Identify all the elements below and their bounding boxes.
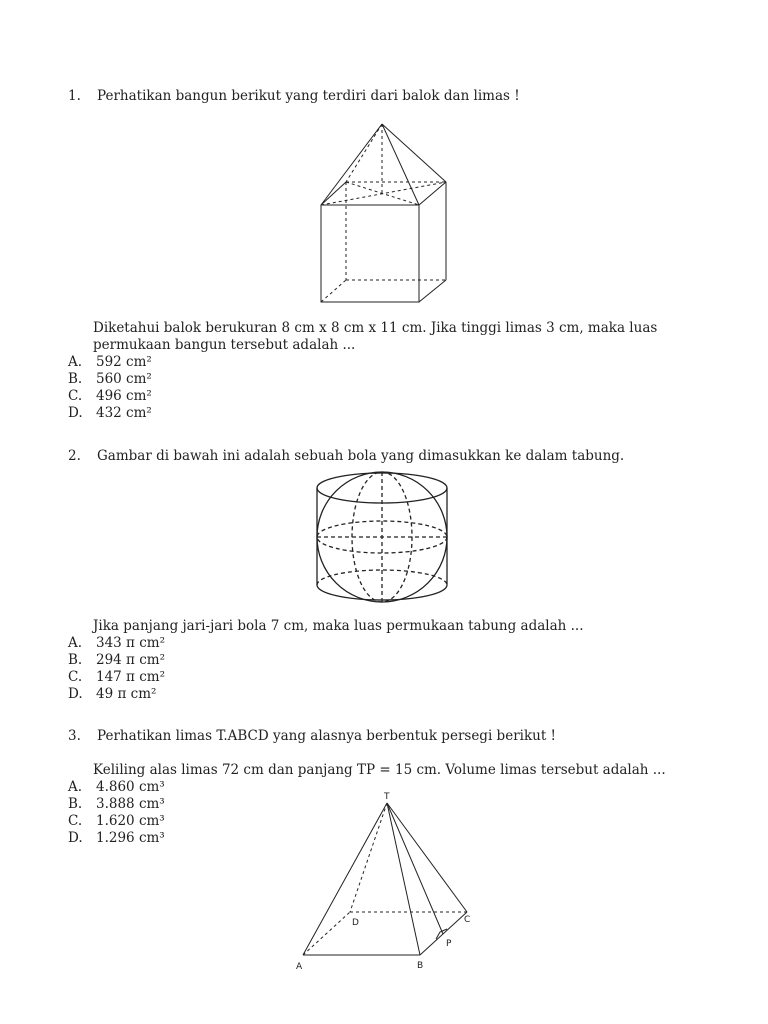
q3-option-text: 3.888 cm³ bbox=[96, 796, 165, 812]
q2-stem-line1: Jika panjang jari-jari bola 7 cm, maka luas permukaan tabung adalah ... bbox=[93, 618, 584, 634]
q1-option-letter: A. bbox=[68, 354, 83, 370]
base-edge-bc bbox=[420, 912, 467, 955]
hidden-pyramid-edge-bl bbox=[346, 124, 382, 182]
q3-pyramid-figure bbox=[290, 786, 480, 976]
q2-option-letter: C. bbox=[68, 669, 83, 685]
q1-stem-line2: permukaan bangun tersebut adalah ... bbox=[93, 337, 356, 353]
q2-option-letter: D. bbox=[68, 686, 83, 702]
q2-option-letter: A. bbox=[68, 635, 83, 651]
q1-option-letter: C. bbox=[68, 388, 83, 404]
q1-prism-pyramid-figure bbox=[300, 118, 460, 308]
label-p: P bbox=[446, 939, 452, 949]
q1-option-letter: B. bbox=[68, 371, 83, 387]
q1-option-text: 496 cm² bbox=[96, 388, 152, 404]
box-top-left bbox=[321, 182, 346, 205]
q3-option-letter: D. bbox=[68, 830, 83, 846]
hidden-edge-td bbox=[350, 803, 387, 912]
pyramid-edge-br bbox=[382, 124, 446, 182]
hidden-diag-1 bbox=[321, 182, 446, 205]
label-t: T bbox=[384, 792, 390, 802]
q3-option-letter: B. bbox=[68, 796, 83, 812]
hidden-base-ad bbox=[303, 912, 350, 955]
box-top-right bbox=[419, 182, 446, 205]
q2-sphere-in-cylinder-figure bbox=[305, 470, 455, 605]
q1-prompt: Perhatikan bangun berikut yang terdiri dari balok dan limas ! bbox=[97, 88, 520, 104]
pyramid-edge-fl bbox=[321, 124, 382, 205]
q1-option-text: 592 cm² bbox=[96, 354, 152, 370]
hidden-bottom-left bbox=[321, 280, 346, 302]
q2-prompt: Gambar di bawah ini adalah sebuah bola yang dimasukkan ke dalam tabung. bbox=[97, 448, 625, 464]
q3-option-letter: A. bbox=[68, 779, 83, 795]
q1-option-text: 560 cm² bbox=[96, 371, 152, 387]
box-bottom-right bbox=[419, 280, 446, 302]
q3-option-letter: C. bbox=[68, 813, 83, 829]
q2-option-text: 294 π cm² bbox=[96, 652, 165, 668]
q2-option-letter: B. bbox=[68, 652, 83, 668]
q2-number: 2. bbox=[68, 448, 81, 464]
q2-option-text: 49 π cm² bbox=[96, 686, 157, 702]
q1-option-text: 432 cm² bbox=[96, 405, 152, 421]
box-front-face bbox=[321, 205, 419, 302]
q3-stem-line1: Keliling alas limas 72 cm dan panjang TP = 15 cm. Volume limas tersebut adalah ... bbox=[93, 762, 666, 778]
q3-prompt: Perhatikan limas T.ABCD yang alasnya berbentuk persegi berikut ! bbox=[97, 728, 556, 744]
edge-ta bbox=[303, 803, 387, 955]
label-a: A bbox=[296, 962, 303, 972]
q3-number: 3. bbox=[68, 728, 81, 744]
q1-stem-line1: Diketahui balok berukuran 8 cm x 8 cm x 11 cm. Jika tinggi limas 3 cm, maka luas bbox=[93, 320, 658, 336]
label-c: C bbox=[464, 915, 471, 925]
q2-option-text: 147 π cm² bbox=[96, 669, 165, 685]
q3-option-text: 4.860 cm³ bbox=[96, 779, 165, 795]
q1-option-letter: D. bbox=[68, 405, 83, 421]
label-b: B bbox=[417, 961, 424, 971]
q1-number: 1. bbox=[68, 88, 81, 104]
q3-option-text: 1.296 cm³ bbox=[96, 830, 165, 846]
label-d: D bbox=[352, 918, 359, 928]
q3-option-text: 1.620 cm³ bbox=[96, 813, 165, 829]
q2-option-text: 343 π cm² bbox=[96, 635, 165, 651]
